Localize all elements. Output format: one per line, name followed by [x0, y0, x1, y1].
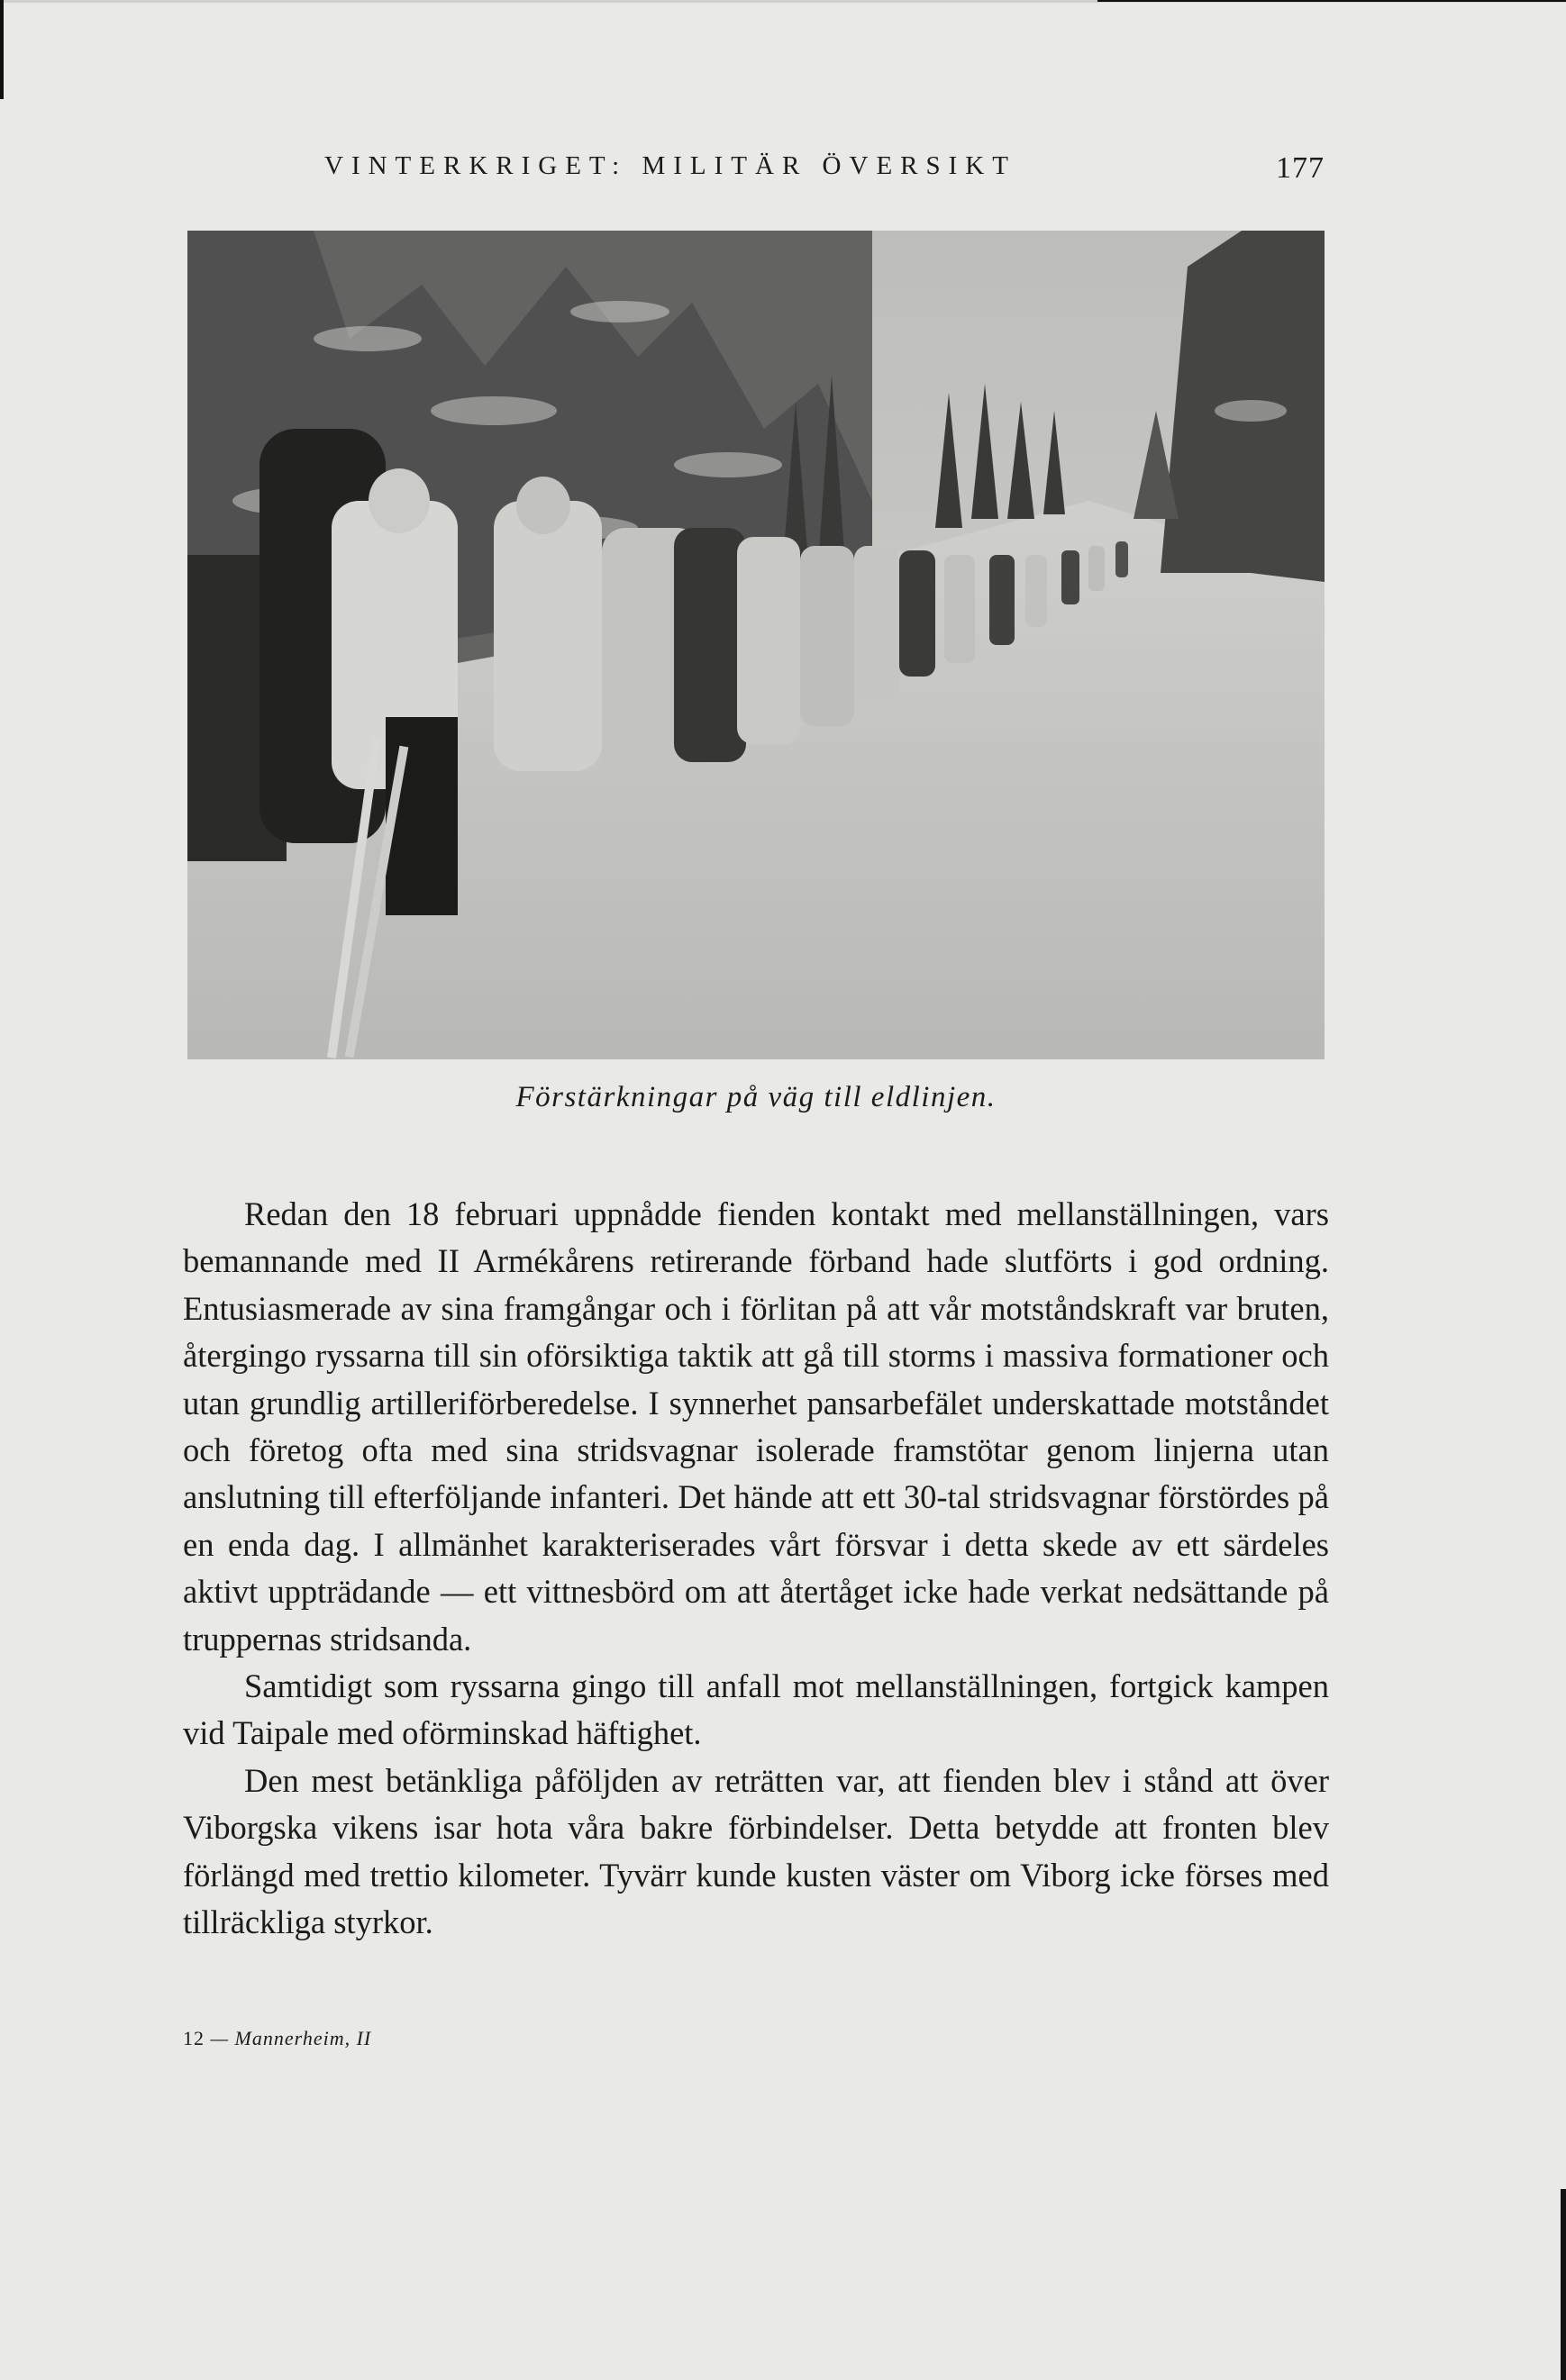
figure-caption: Förstärkningar på väg till eldlinjen.: [515, 1081, 997, 1113]
paragraph: Samtidigt som ryssarna gingo till anfall mot mellanställningen, fortgick kampen vid Taipale med oförminskad häftighet.: [183, 1667, 1329, 1752]
signature-text: — Mannerheim, II: [210, 2027, 372, 2049]
page-edge-left: [0, 0, 4, 99]
running-head: [324, 151, 1325, 196]
page-edge-right: [1561, 2189, 1566, 2380]
running-title: VINTERKRIGET: MILITÄR ÖVERSIKT: [324, 151, 1016, 180]
paragraph: Redan den 18 februari uppnådde fienden kontakt med mellanställningen, vars bemannande med II Armékårens retirerande förband hade slutförts i god ordning. Entusiasmerade av sina framgångar och i förlitan på att vår motståndskraft var bruten, återgingo ryssarna till sin oförsiktiga taktik att gå till storms i massiva formationer och utan grundlig artilleriförberedelse. I synnerhet pansarbefälet underskattade motståndet och företog ofta med sina stridsvagnar isolerade framstötar genom linjerna utan anslutning till efterföljande infanteri. Det hände att ett 30-tal stridsvagnar förstördes på en enda dag. I allmänhet karakteriserades vårt försvar i detta skede av ett särdeles aktivt uppträdande — ett vittnesbörd om att återtåget icke hade verkat nedsättande på truppernas stridsanda.: [183, 1195, 1329, 1658]
page-edge-top-right: [1097, 0, 1566, 2]
body-text: [183, 1191, 1329, 1947]
printer-signature: [183, 2027, 371, 2050]
photo-soldiers-on-snowy-road: [187, 231, 1325, 1059]
signature-number: 12: [183, 2027, 205, 2049]
paragraph: Den mest betänkliga påföljden av reträtten var, att fienden blev i stånd att över Viborgska vikens isar hota våra bakre förbindelser. Detta betydde att fronten blev förlängd med trettio kilometer. Tyvärr kunde kusten väster om Viborg icke förses med tillräckliga styrkor.: [183, 1761, 1329, 1941]
photograph: [187, 231, 1325, 1059]
page-number: 177: [1276, 151, 1325, 185]
